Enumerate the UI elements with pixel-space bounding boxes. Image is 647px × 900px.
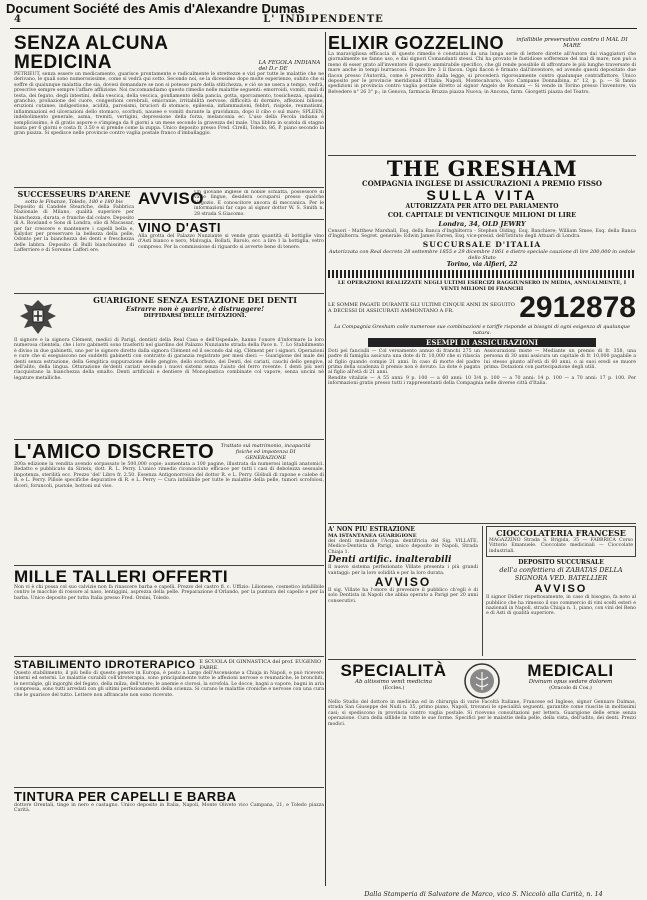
ad-subtitle-secondary: DIFFIDARSI DELLE IMITAZIONI. — [143, 313, 247, 319]
ad-title: CIOCCOLATERIA FRANCESE — [496, 528, 626, 538]
ad-subtitle: E SCUOLA DI GINNASTICA del prof. EUGENIO FABRE. — [199, 659, 322, 671]
ad-subtitle: Estrarre non è guarire, è distruggere! — [125, 305, 265, 313]
gresham-directors: Censori - Matthew Marshall, Esq. della Banca d'Inghilterra - Stephen Olding, Esq. Banchiere; William Smee, Esq. della Banca d'Inghilterra. Segret. generale: Edwin James Farren, Esq. vice-presid. dell'Istituto degli Attuari di Londra. — [328, 229, 636, 240]
ad-cioccolateria — [486, 526, 636, 557]
gresham-decree: Autorizzata con Real decreto 28 settembre 1855 e 29 dicembre 1861 e dietro speciale cauzione di lire 200,000 in cedole dello Stato — [328, 248, 636, 261]
ad-row-villate — [328, 524, 636, 660]
ad-body: Non vi è chi possa col suo calvizie non fa rinascere barba e capelli. Prezzo del castro fl. c. Uffizio: Lilionese, cosmetico infallibile contro le macchie di rossore al naso, lentiggini, asprezza della pelle. Preparazione d'Orlando, per la puntura del capello e per la barba. Unico deposito per tutta Italia presso Fred. Orsini, Toledo. — [14, 585, 324, 601]
gresham-rates: Rendite vitalizie — A 55 anni: 9 p. 100 — a 60 anni: 10 3/4 p. 100 — a 70 anni: 14 p. 100 — a 70 anni: 17 p. 100. Per informazioni gratis presso tutti i rappresentanti della Compagnia nelle diverse città d'Italia. — [328, 375, 636, 387]
ad-title: SUCCESSEURS D'ARENE — [17, 190, 131, 199]
gresham-examples-right: Assicurazioni miste — Mediante un premio di fr. 358, una persona di 30 anni assicura un capitale di fr. 10,000 pagabile a lui stesso giunto all'età di 60 anni, o ai suoi eredi se muore prima. Dotazioni con partecipazione degli utili. — [484, 348, 636, 371]
ad-body: Nello Studio del dottore in medicina ed in chirurgia di varie Facoltà Italiane, Francese ed Inglese, signor Gennaro Dalmas, strada San Giuseppe dei Nudi n. 35, primo piano, Napoli, trovansi le specialità seguenti, garantite come riuscite in moltissimi casi; si spediscono in provincia contro vaglia postale. Si ricevono consultazioni per lettera. Guarigione delle ernie senza operazione. Cura della sifilide in tutte le sue forme. Specifici per le malattie della pelle, della vista, dell'udito, dei denti. Prezzi modici. — [328, 700, 636, 727]
ad-col-villate — [328, 526, 478, 656]
ornament-divider — [328, 270, 636, 278]
ad-title: A' NON PIÙ ESTRAZIONE — [328, 526, 415, 533]
ad-tintura — [14, 788, 324, 830]
ad-elixir-gozzelino — [328, 32, 636, 156]
ad-subtitle: MA ISTANTANEA GUARIGIONE — [328, 533, 417, 539]
ad-body: La maravigliosa efficacia di questo rimedio è constatata da una lunga serie di lettere dirette all'Autore dai viaggiatori che giornalmente ne fanno uso, e dai signori Comandanti stessi. Chi ha provato le fastidiose sofferenze del mal di mare, non può a meno di esser grato all'inventore di questo ammirabile specifico, che gli rende possibile di affrontare le più lunghe traversate di mare anche in tempi burrascosi. Prezzo lire 3 il flacon. Ogni flacon è firmato dall'inventore, ed avendo questi depositato due flacon presso l'Autorità, come è prescritto dalla legge, si procederà rigorosamente contro qualunque contraffattore. Unico deposito per le provincie meridionali d'Italia: Napoli, Montecalvario, vico Campane Donnalbina, n° 12, p. p. — Si fanno spedizioni in provincia contro vaglia postale diretto al signor Angelo de Romani — Si vende in Torino presso l'inventore, via Belvedere n° 26 3° p.; in Genova, farmacia Bruzza piazza Nuova; in Ancona, farm. Giorgetti piazza del Teatro. — [328, 52, 636, 95]
ad-subtitle: sotto le Finanze, Toledo, 180 e 180 bis — [25, 199, 123, 205]
medical-seal-icon — [463, 662, 501, 700]
royal-crest-icon — [14, 296, 62, 338]
ad-banner: SULLA VITA — [426, 187, 538, 203]
gresham-authorization: AUTORIZZATA PER ATTO DEL PARLAMENTO — [405, 203, 559, 210]
ad-subtitle: Trattato sul matrimonio, incapacità fisiche ed impotenza DI GENERAZIONE — [220, 443, 311, 461]
ad-deposito-title: DEPOSITO SUCCURSALE — [518, 559, 604, 567]
ad-title-secondary: MEDICALI — [527, 661, 614, 680]
ad-deposito-body: dell'a confettiera di ZABATAS DELLA SIGNORA VED. BATELLIER — [499, 566, 623, 583]
ad-title: GUARIGIONE SENZA ESTAZIONE DEI DENTI — [93, 295, 297, 305]
gresham-branch-address: Torino, via Alfieri, 22 — [446, 260, 518, 268]
page-number: 4 — [14, 14, 21, 25]
ad-amico-discreto — [14, 440, 324, 566]
ad-body: 200a edizione la vendita avendo sorpassato le 500,000 copie; aumentata a 100 pagine, illustrata da numerosi intagli anatomici. Redatto e pubblicato da Sirieix, dott. R. L. Perry. L'unico rimedio riconosciuto efficace per tutti i casi di debolezza sessuale, impotenza, sterilità ecc. Prezzo 'del' Libro fr. 2.50. Essenza Antigonorroica del dottor R. e L. Perry. Glóbuli di rapone e calebe di R. e L. Perry. Pillole specifiche depurative di R. e L. Perry — Cura infallibile per tutte le malattie della pelle, tumori scrofolosi, ulceri, foruncoli, pustole, bottoni sul viso. — [14, 462, 324, 489]
ad-title: SENZA ALCUNA MEDICINA — [14, 33, 168, 73]
ad-subtitle: LA FEGOLA INDIANA del D.r DE — [258, 60, 321, 72]
ad-col-cioccolateria — [482, 526, 636, 656]
gresham-examples-title: ESEMPI DI ASSICURAZIONI — [368, 338, 596, 347]
column-divider — [325, 32, 326, 886]
ad-mille-talleri — [14, 566, 324, 657]
ad-vino-asti — [138, 219, 324, 250]
ad-title: L'AMICO DISCRETO — [14, 441, 215, 463]
gresham-paid-text: LE SOMME PAGATE DURANTE GLI ULTIMI CINQUE ANNI IN SEGUITO A DECESSI DI ASSICURATI AMMONTANO A FR. — [328, 301, 515, 314]
ad-title: ELIXIR GOZZELINO — [328, 33, 505, 53]
gresham-capital: COL CAPITALE DI VENTICINQUE MILIONI DI LIRE — [387, 211, 577, 219]
ad-col-avviso — [138, 190, 324, 290]
ad-title: VINO D'ASTI — [138, 220, 221, 236]
ad-title: THE GRESHAM — [386, 156, 578, 181]
ad-body: Un giovane inglese di nobile schiatta, possessore di varie lingue, desidera occuparsi presso qualche Negozio. E conoscitore ancora di meccanica. Per le informazioni far capo al signor dottor W. S. Smith n. 28 strada S.Giacomo. — [194, 190, 324, 217]
gresham-examples-left: Doti pei fanciulli — Col versamento annuo di franchi 275 un padre di famiglia assicura una dote di fr. 10,000 che si rilascia al figlio quando compie 21 anni. In caso di morte del padre prima della scadenza il premio non è dovuto. La dote è pagata al figlio all'età di 21 anni. — [328, 348, 480, 376]
right-column — [328, 32, 636, 886]
ad-title: MILLE TALLERI OFFERTI — [14, 567, 229, 586]
ad-didier-body: Il signor Didier rispettosamente, in caso di bisogno, fa noto al pubblico che ha rimesso il suo commercio di vini scelti esteri e nazionali in Napoli, strada Chiaja n. 1, piano, con vini del Reno e di Asti di qualità superiore. — [486, 595, 636, 617]
ad-body: Il signore e la signora Clément, medici di Parigi, dentisti della Real Casa e dell'Ospedale, hanno l'onore d'informare la loro numerosa clientela, che i loro gabinetti sono trasferiti nel giardino del Palazzo Nunziante strada della Pace n. 7. Lo Stabilimento è diviso in due gabinetti, uno per le signore diretto dalla signora Clément ed il secondo dal sig. Clément per i signori. Operazioni e cure che si eseguiscono nei suddetti gabinetti con contratto di garanzia registrato per mesi dieci — Guarigione del male dei denti senza estrazione, della Gengitica suppurazione delle gengive, dello scorbuto, dei Denti, dei cariati, cauchi dello gengive, dell'alito, della lingua. Otturazione de'denti cariati secondo i nuovi sistemi senza l'aiuto del ferro rovente. I denti più neri riacquistano la bianchezza della smalto. Denti artificiali e dentiere di Monoplastica combinate col vapore, senza uncini nè legature metalliche. — [14, 338, 324, 381]
gresham-address: Londra, 34, OLD JEWRY — [438, 220, 526, 228]
gresham-note: La Compagnia Gresham colle numerose sue combinazioni e tariffe risponde ai bisogni di ogni esigenza di qualunque natura. — [334, 323, 630, 336]
gresham-amount: 2912878 — [519, 290, 636, 324]
page-header — [10, 14, 637, 29]
document-watermark: Document Société des Amis d'Alexandre Dumas — [6, 1, 305, 16]
ad-guarigione — [14, 294, 324, 440]
ad-body: dottore Orentali, tinge in nero e castagno. Unico deposito in Italia, Napoli, Monte Oliveto vico Campana, 21, e Toledo piazza Carità. — [14, 803, 324, 814]
gresham-operations: LE OPERAZIONI REALIZZATE NEGLI ULTIMI ESERCIZI RAGGIUNSERO IN MEDIA, ANNUALMENTE, I VENTI MILIONI DI FRANCHI — [337, 279, 627, 292]
ad-body: dei denti mediante l'Acqua dentifricia del Sig. VILLATE, Medico-Dentista di Parigi, unico deposito in Napoli, Strada Chiaja 1. — [328, 539, 478, 555]
ad-avviso-body: Il sig. Villate ha l'onore di prevenire il pubblico ch'egli è di solo Dentista in Napoli che abbia operato a Parigi per 20 anni consecutivi. — [328, 588, 478, 604]
ad-title: AVVISO — [138, 190, 204, 208]
ad-motto-secondary-attribution: (Oracolo di Cos.) — [549, 685, 592, 691]
ad-body: MAGAZZINO Strada S. Brigida, 35 — FABBRICA Corso Vittorio Emanuele. Cioccolate medicinali — Cioccolate industriali. — [489, 538, 633, 554]
ad-avviso-title: AVVISO — [374, 575, 432, 590]
ad-title: SPECIALITÀ — [340, 661, 447, 680]
left-column — [14, 32, 324, 886]
ad-body: Alla grotta del Palazzo Nunziante si vende gran quantità di bottiglie vino d'Asti bianco e nero, Malvagia, Bollati, Barolo, ecc. a lire 1 la bottiglia, vetro compreso. Per la commissione di riguardo si avverte bene di tenere. — [138, 234, 324, 250]
ad-subtitle: COMPAGNIA INGLESE DI ASSICURAZIONI A PREMIO FISSO — [362, 179, 602, 188]
ad-senza-medicina — [14, 32, 324, 188]
ad-denti-body: Il nuovo sistema perfezionato Villate presenta i più grandi vantaggi: per la loro solidità e per la loro durata. — [328, 565, 478, 576]
ad-gresham — [328, 156, 636, 524]
ad-body: PETRIEUT, senza essere un medicamento, guarisce prontamente e radicalmente le strettezze e vizi per tutte le malattie che ne derivano, le quali sono numerosissime, come si vedrà qui sotto. Secondo noi, se la dicessimo dopo molte esperienze, subito che si soffre di qualunque malattia che sia, dovesi domandare se non si potesse pure della stitichezza, e ciò se ne usera a tempo, vedrà, prescrive sempre sempre l'affare afflizione. Noi raccomandiamo questo rimedio nelle malattie seguenti: emorroidi, vomiti, mali di testa, dei fegato, degli intestini, della vescica, della vescica, gonfiamento della pancia, gotta, sporcamento, tossichezza, spasimi, granchio, proliazione del cuore, congestioni cerebrali, emicranie, irritabilità nervose, difficoltà di dormire, affezioni biliose, eruzioni cutanee, indigestione, acidità, parosismi, bruciori di stomaco, epilessia, infiammazioni, febbri, risipole, reumatismi, infiammazioni ed ulcerazioni dello stomaco, scorbuti, nausee e vomiti durante la gravidanza, dopo il cibo o sul mare; SPLEEN, indebolimento generale, asma, tremiti, vertigini, depressione della forza, melanconia ec. L'uso della Fecola indiana è semplicissimo, è di gratis aspore e s'impiega da 8 giorni a un mese secondo la gravezza del male. Una libbra in scatola di stagno basta per 6 giorni e costa fr. 3.50 e si prende come la zuppa. Unico deposito presso Fred. Cirelli, Toledo, 86, P. piano secondo la gran piazza. Si spedisce nelle provincie contro vaglia postale franco d'imballaggio. — [14, 72, 324, 137]
gresham-branch: SUCCURSALE D'ITALIA — [422, 239, 542, 249]
ad-title: STABILIMENTO IDROTERAPICO — [14, 658, 196, 671]
newspaper-title: L' INDIPENDENTE — [263, 14, 384, 25]
ad-body: Deposito di Candele Steariche, della Fabbrica Nazionale di Milano, qualità superiore per bianchezza, durata, e franche dal colare. Deposito di A. Rowland e Sons di Londra, olio di Macassar, per far crescere e mantenere i capelli bella e, Kalydor per preservare la bellezza della pelle, Odonto per la bianchezza dei denti e freschezza delle labbra. Deposito di Bulli bianchissimo di Lafferriere e di Sorenne Lafferi ere. — [14, 205, 134, 254]
ad-motto: Ab altissimo venit medicina — [355, 679, 432, 685]
ad-motto-secondary: Divinum opus sedare dolorem — [528, 679, 613, 685]
printer-footer: Dalla Stamperia di Salvatore de Marco, vico S. Niccolò alla Carità, n. 14 — [364, 890, 603, 898]
ad-successeurs — [14, 190, 134, 290]
ad-didier-title: AVVISO — [534, 583, 588, 596]
ad-body: Questo stabilimento, il più bello di questo genere in Europa, è posto a Largo dell'Ascensione a Chiaja in Napoli, e può ricevere interni ed esterni. Le malattie curabili coll'idroterapia, sono principalmente tutte le affezioni nervose e reumatiche, le bronchiti, le nevralgie, gli ingorghi del fegato, della milza, dell'utero; le anemie e clorosi, la scrofola. Le docce, bagni a vapore, bagni in aria compressa, sono tutti arredati con gli ultimi perfezionamenti della scienza. Si curano le malattie croniche e nervose con una cura che le guarisce del tutto. Lettere non affrancate non sono ricevute. — [14, 671, 324, 698]
ad-motto-attribution: (Eccles.) — [382, 685, 405, 691]
ad-denti-title: Denti artific. inalterabili — [328, 555, 452, 566]
ad-subtitle: infallibile preservativo contro il MAL DI MARE — [516, 37, 628, 49]
ad-stabilimento — [14, 657, 324, 788]
ad-specialita — [328, 660, 636, 782]
ad-row-successeurs — [14, 188, 324, 294]
ad-title: TINTURA PER CAPELLI E BARBA — [14, 789, 237, 804]
